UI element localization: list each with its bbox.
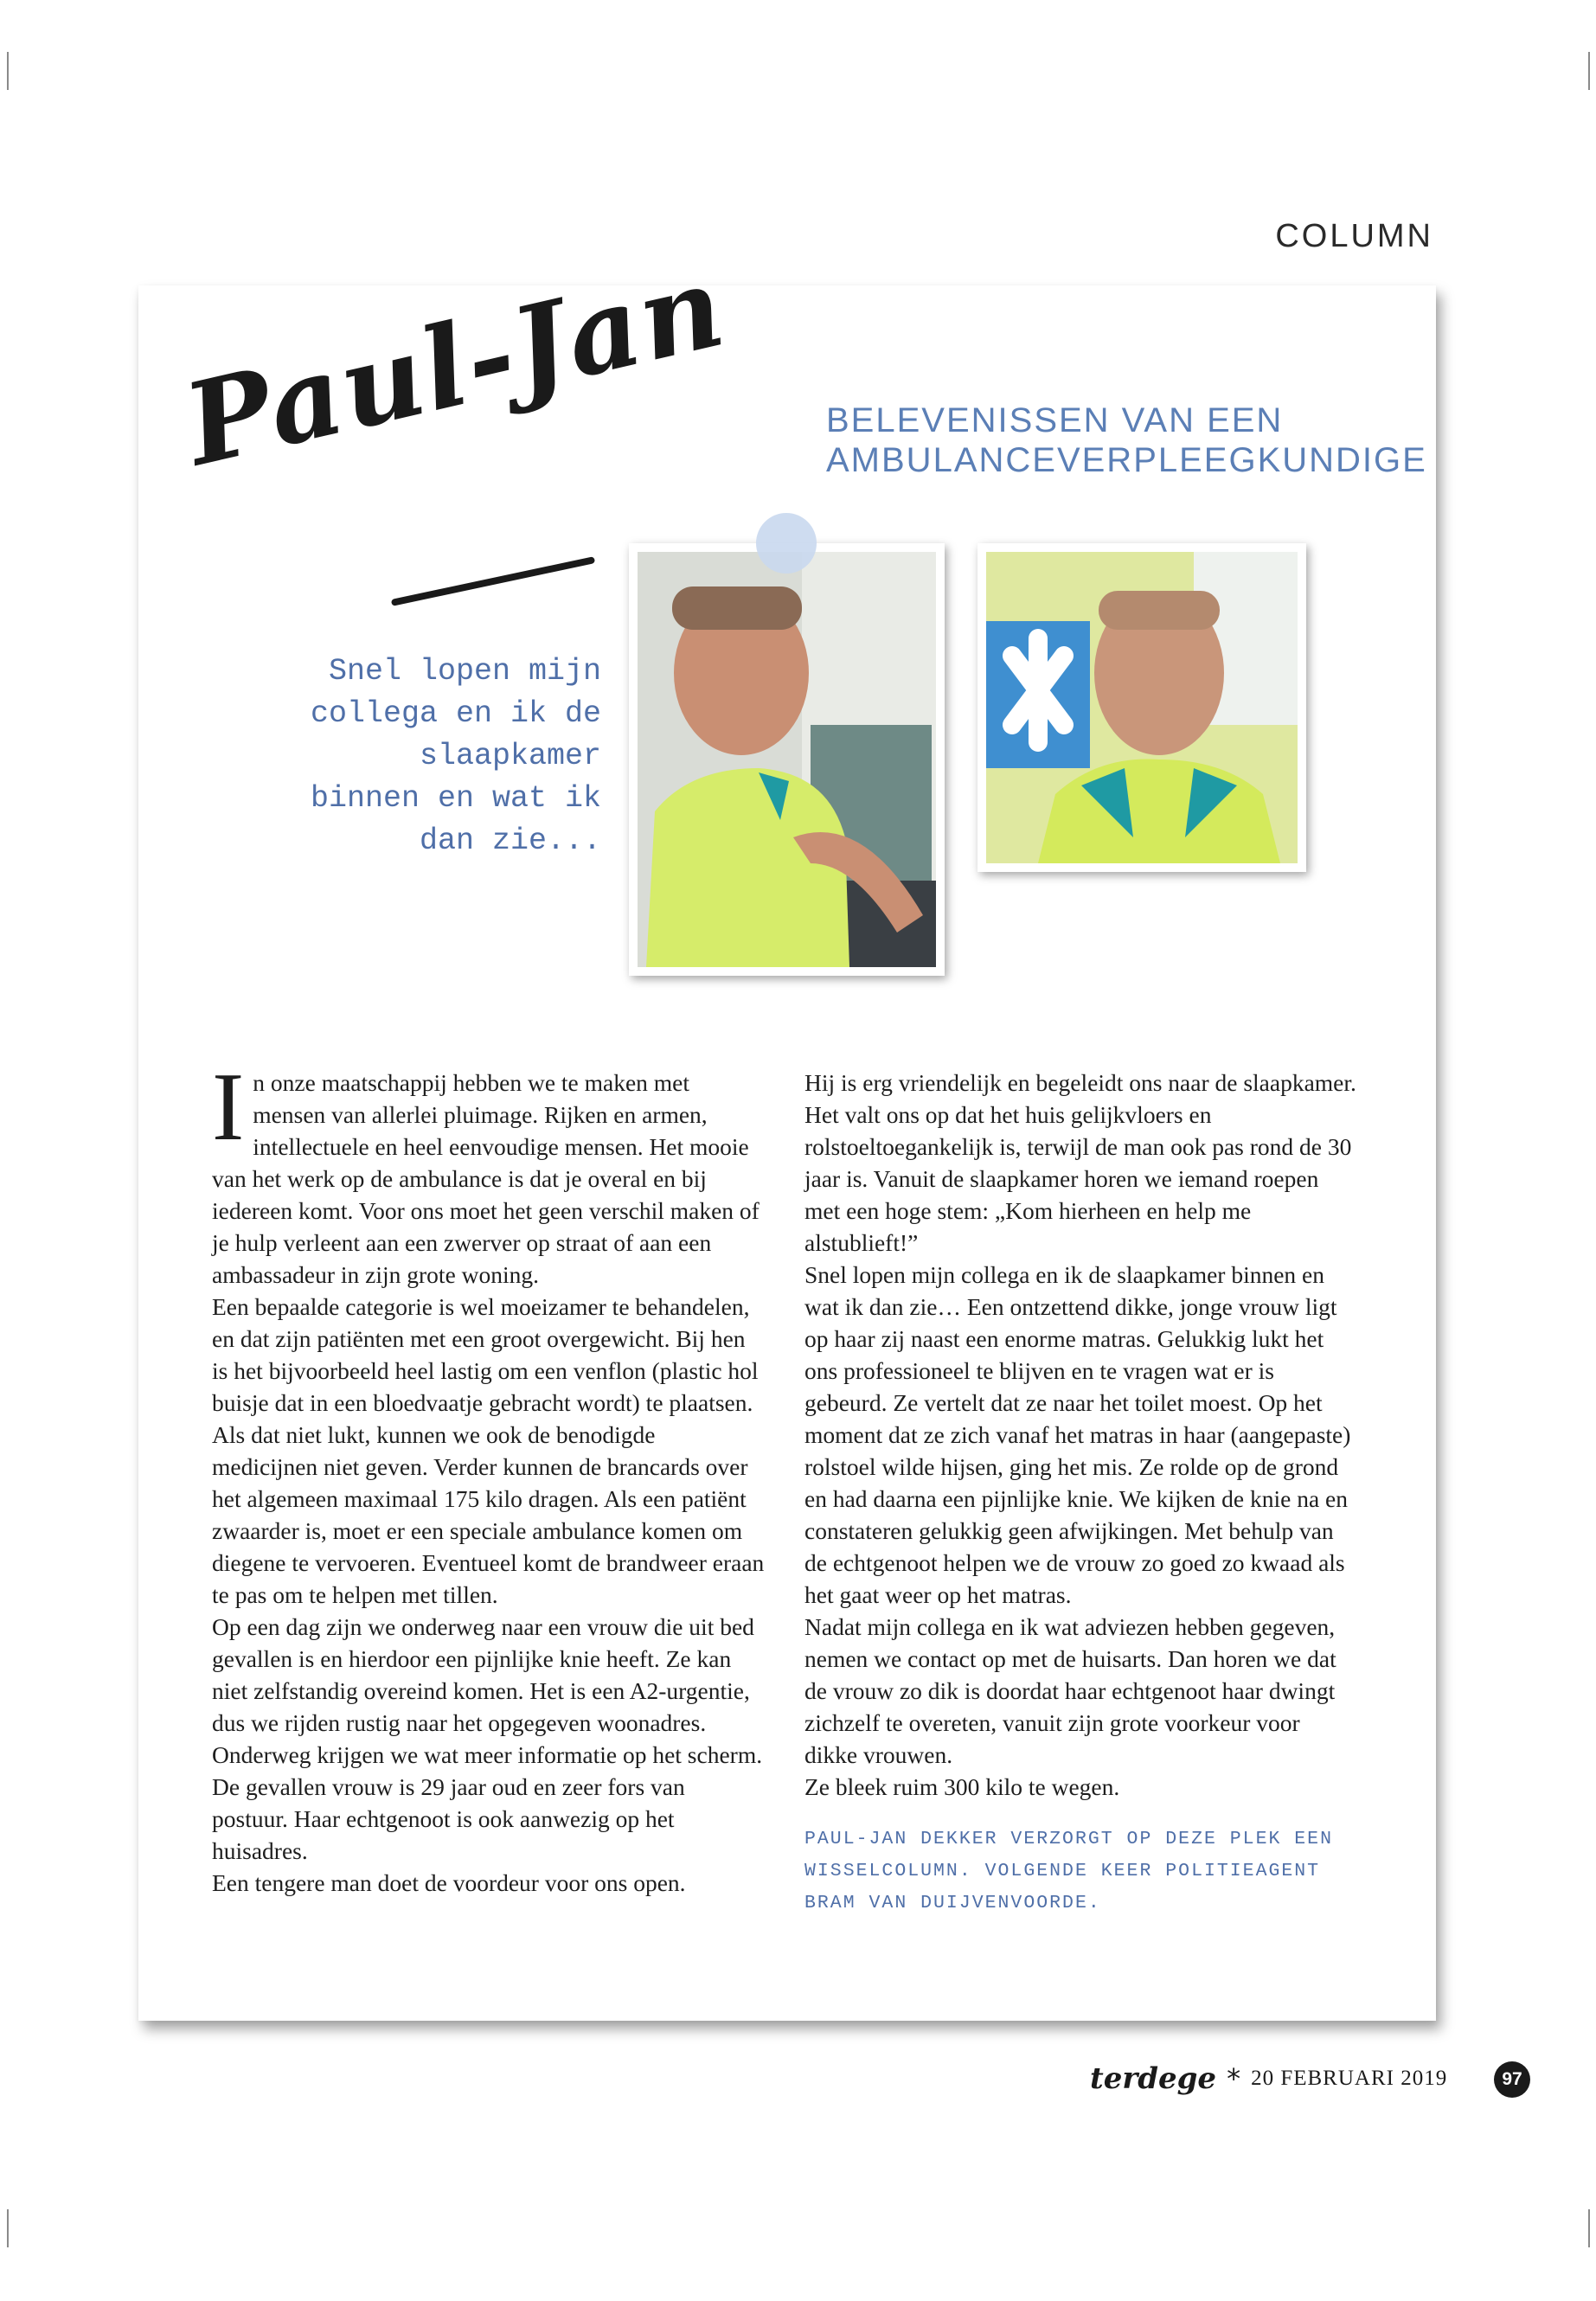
pull-quote-line: binnen en wat ik xyxy=(310,781,601,816)
photo-frame-2 xyxy=(977,543,1306,872)
pull-quote-line: collega en ik de xyxy=(310,696,601,731)
column-subtitle xyxy=(826,401,1427,480)
crop-mark-bottom-right xyxy=(1588,2209,1590,2247)
article-column-left xyxy=(212,1054,766,1899)
page-footer xyxy=(1090,2059,1453,2099)
subtitle-line: AMBULANCEVERPLEEGKUNDIGE xyxy=(826,441,1427,479)
portrait-by-ambulance-photo xyxy=(986,552,1298,863)
magazine-logo: terdege xyxy=(1090,2061,1217,2096)
pull-quote-line: slaapkamer xyxy=(419,739,601,773)
article-paragraph: Hij is erg vriendelijk en begeleidt ons naar de slaapkamer. Het valt ons op dat het huis gelijkvloers en rolstoeltoegankelijk is, terwijl de man ook pas rond de 30 jaar is. Vanuit de slaapkamer horen we iemand roepen met een hoge stem: „Kom hierheen en help me alstublieft!” xyxy=(804,1069,1356,1256)
crop-mark-top-right xyxy=(1588,52,1590,90)
subtitle-line: BELEVENISSEN VAN EEN xyxy=(826,401,1284,439)
pull-quote-line: Snel lopen mijn xyxy=(328,654,601,689)
author-footnote xyxy=(804,1823,1358,1920)
column-title: Paul-Jan xyxy=(173,239,737,491)
portrait-in-ambulance-photo xyxy=(638,552,936,967)
issue-date: 20 FEBRUARI 2019 xyxy=(1251,2067,1448,2090)
article-paragraph: Snel lopen mijn collega en ik de slaapkamer binnen en wat ik dan zie… Een ontzettend dikke, jonge vrouw ligt op haar zij naast een enorme matras. Gelukkig lukt het ons professioneel te blijven en te vragen wat er is gebeurd. Ze vertelt dat ze naar het toilet moest. Op het moment dat ze zich vanaf het matras in haar (aangepaste) rolstoel wilde hijsen, ging het mis. Ze rolde op de grond en had daarna een pijnlijke knie. We kijken de knie na en constateren gelukkig geen afwijkingen. Met behulp van de echtgenoot helpen we de vrouw zo goed zo kwaad als het gaat weer op het matras. xyxy=(804,1261,1351,1608)
footnote-line: BRAM VAN DUIJVENVOORDE. xyxy=(804,1893,1101,1913)
page-number: 97 xyxy=(1494,2061,1530,2098)
paragraph-text: n onze maatschappij hebben we te maken met mensen van allerlei pluimage. Rijken en armen, intellectuele en heel eenvoudige mensen. Het mooie van het werk op de ambulance is dat je overal en bij iedereen komt. Voor ons moet het geen verschil maken of je hulp verleent aan een zwerver op straat of aan een ambassadeur in zijn grote woning. xyxy=(212,1069,760,1288)
article-paragraph: Een bepaalde categorie is wel moeizamer te behandelen, en dat zijn patiënten met een groot overgewicht. Bij hen is het bijvoorbeeld heel lastig om een venflon (plastic hol buisje dat in een bloedvaatje gebracht wordt) te plaatsen. Als dat niet lukt, kunnen we ook de benodigde medicijnen niet geven. Verder kunnen de brancards over het algemeen maximaal 175 kilo dragen. Als een patiënt zwaarder is, moet er een speciale ambulance komen om diegene te vervoeren. Eventueel komt de brandweer eraan te pas om te helpen met tillen. xyxy=(212,1293,765,1608)
footnote-line: PAUL-JAN DEKKER VERZORGT OP DEZE PLEK EEN xyxy=(804,1829,1333,1849)
push-pin xyxy=(756,513,817,574)
article-column-right xyxy=(804,1067,1358,1920)
article-paragraph: Op een dag zijn we onderweg naar een vrouw die uit bed gevallen is en hierdoor een pijnlijke knie heeft. Ze kan niet zelfstandig overeind komen. Het is een A2-urgentie, dus we rijden rustig naar het opgegeven woonadres. Onderweg krijgen we wat meer informatie op het scherm. De gevallen vrouw is 29 jaar oud en zeer fors van postuur. Haar echtgenoot is ook aanwezig op het huisadres. xyxy=(212,1613,763,1864)
article-paragraph: Nadat mijn collega en ik wat adviezen hebben gegeven, nemen we contact op met de huisarts. Dan horen we dat de vrouw zo dik is doordat haar echtgenoot haar dwingt zichzelf te overeten, vanuit zijn grote voorkeur voor dikke vrouwen. xyxy=(804,1613,1336,1768)
article-paragraph: Een tengere man doet de voordeur voor ons open. xyxy=(212,1869,686,1896)
section-label: COLUMN xyxy=(1275,218,1433,254)
article-paragraph: Ze bleek ruim 300 kilo te wegen. xyxy=(804,1773,1120,1800)
crop-mark-top-left xyxy=(7,52,9,90)
photo-frame-1 xyxy=(629,543,945,976)
pull-quote xyxy=(277,651,601,862)
crop-mark-bottom-left xyxy=(7,2209,9,2247)
article-paragraph xyxy=(212,1054,766,1291)
pull-quote-line: dan zie... xyxy=(419,824,601,858)
asterisk-icon: * xyxy=(1227,2062,1241,2095)
drop-cap: I xyxy=(212,1054,245,1161)
footnote-line: WISSELCOLUMN. VOLGENDE KEER POLITIEAGENT xyxy=(804,1861,1321,1881)
